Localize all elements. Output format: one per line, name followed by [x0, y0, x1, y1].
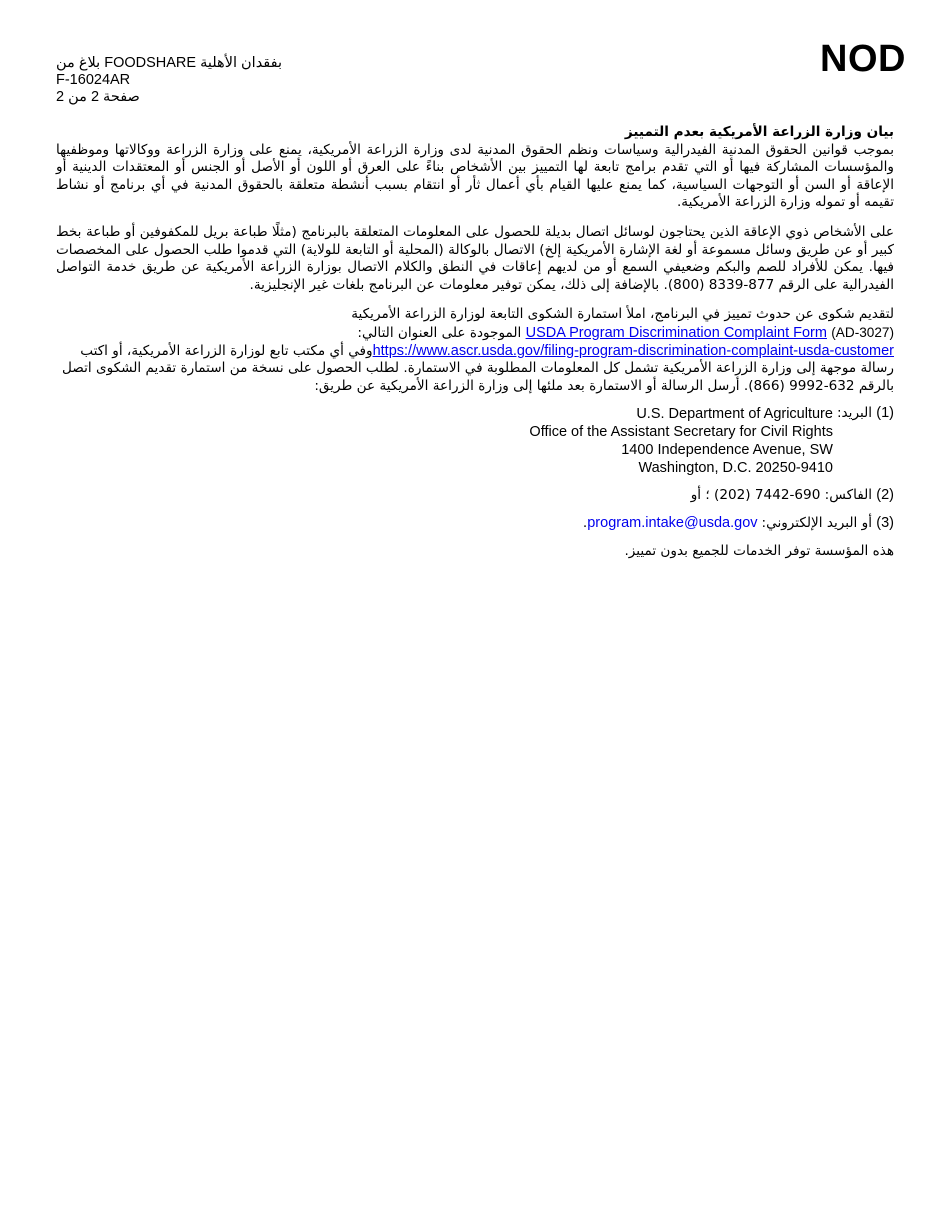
statement-paragraph-1: بموجب قوانين الحقوق المدنية الفيدرالية وسياسات ونظم الحقوق المدنية لدى وزارة الزراعة الأمريكية، يمنع على وزارة الزراعة ووكالاتها وموظفيها والمؤسسات المشاركة فيها أو التي تقدم برامج تابعة لها التمييز بين الأشخاص بناءً على العرق أو اللون أو الأصل أو الجنس أو المعتقدات الدينية أو الإعاقة أو السن أو التوجهات السياسية، كما يمنع عليها القيام بأي أعمال ثأر أو انتقام بسبب أنشطة متعلقة بالحقوق المدنية في أي برنامج أو نشاط تقيمه أو تموله وزارة الزراعة الأمريكية.	[56, 141, 894, 211]
nondiscrimination-statement	[56, 124, 894, 560]
mailing-address	[529, 405, 833, 477]
statement-paragraph-2: على الأشخاص ذوي الإعاقة الذين يحتاجون لوسائل اتصال بديلة للحصول على المعلومات المتعلقة بالبرنامج (مثلًا طباعة بريل للمكفوفين أو طباعة بخط كبير أو عن طريق وسائل مسموعة أو لغة الإشارة الأمريكية إلخ) الاتصال بالوكالة (المحلية أو التابعة للولاية) التي قدموا طلب الحصول على المخصصات فيها. يمكن للأفراد للصم والبكم وضعيفي السمع أو من لديهم إعاقات في النطق والكلام الاتصال بوزارة الزراعة الأمريكية عن طريق خدمة التواصل الفيدرالية على الرقم 877-8339 (800). بالإضافة إلى ذلك، يمكن توفير معلومات عن البرنامج بلغات غير الإنجليزية.	[56, 223, 894, 293]
complaint-intro: لتقديم شكوى عن حدوث تمييز في البرنامج، املأ استمارة الشكوى التابعة لوزارة الزراعة الأمريكية	[351, 306, 894, 323]
complaint-continuation: وفي أي مكتب تابع لوزارة الزراعة الأمريكية، أو اكتب رسالة موجهة إلى وزارة الزراعة الأمريكية تشمل كل المعلومات المطلوبة في الاستمارة. لطلب الحصول على نسخة من استمارة تقديم الشكوى اتصل بالرقم 632-9992 (866). أرسل الرسالة أو الاستمارة بعد ملئها إلى وزارة الزراعة الأمريكية عن طريق:	[62, 342, 894, 394]
complaint-url-link[interactable]: https://www.ascr.usda.gov/filing-program-discrimination-complaint-usda-customer	[372, 342, 894, 359]
form-header	[56, 55, 282, 106]
contact-method-number: (3)	[876, 514, 894, 531]
form-number: F-16024AR	[56, 72, 131, 88]
contact-method-fax	[56, 487, 894, 505]
nod-badge: NOD	[820, 38, 906, 80]
address-line: 1400 Independence Avenue, SW	[621, 442, 833, 459]
contact-method-number: (2)	[876, 487, 894, 504]
contact-method-label: الفاكس: 690-7442 (202) ؛ أو	[690, 487, 872, 504]
contact-method-number: (1)	[876, 405, 894, 422]
page-info: صفحة 2 من 2	[56, 89, 140, 105]
address-line: U.S. Department of Agriculture	[636, 406, 833, 423]
contact-method-mail	[56, 405, 894, 477]
form-title: بلاغ من FOODSHARE بفقدان الأهلية	[56, 55, 283, 71]
email-suffix: .	[582, 514, 588, 531]
contact-method-email	[56, 515, 894, 533]
address-line: Washington, D.C. 20250-9410	[638, 460, 833, 477]
complaint-form-code: (AD-3027)	[831, 324, 894, 340]
equal-opportunity-statement: هذه المؤسسة توفر الخدمات للجميع بدون تمييز.	[624, 542, 894, 559]
complaint-instructions	[56, 306, 894, 395]
complaint-form-link[interactable]: USDA Program Discrimination Complaint Form	[525, 324, 827, 341]
contact-method-label: أو البريد الإلكتروني:	[761, 514, 872, 531]
complaint-located-at: الموجودة على العنوان التالي:	[357, 324, 522, 341]
contact-method-label: البريد:	[836, 405, 872, 422]
address-line: Office of the Assistant Secretary for Civil Rights	[529, 424, 833, 441]
contact-methods-list	[56, 405, 894, 532]
email-link[interactable]: program.intake@usda.gov	[587, 514, 758, 531]
statement-heading: بيان وزارة الزراعة الأمريكية بعدم التمييز	[624, 124, 894, 140]
